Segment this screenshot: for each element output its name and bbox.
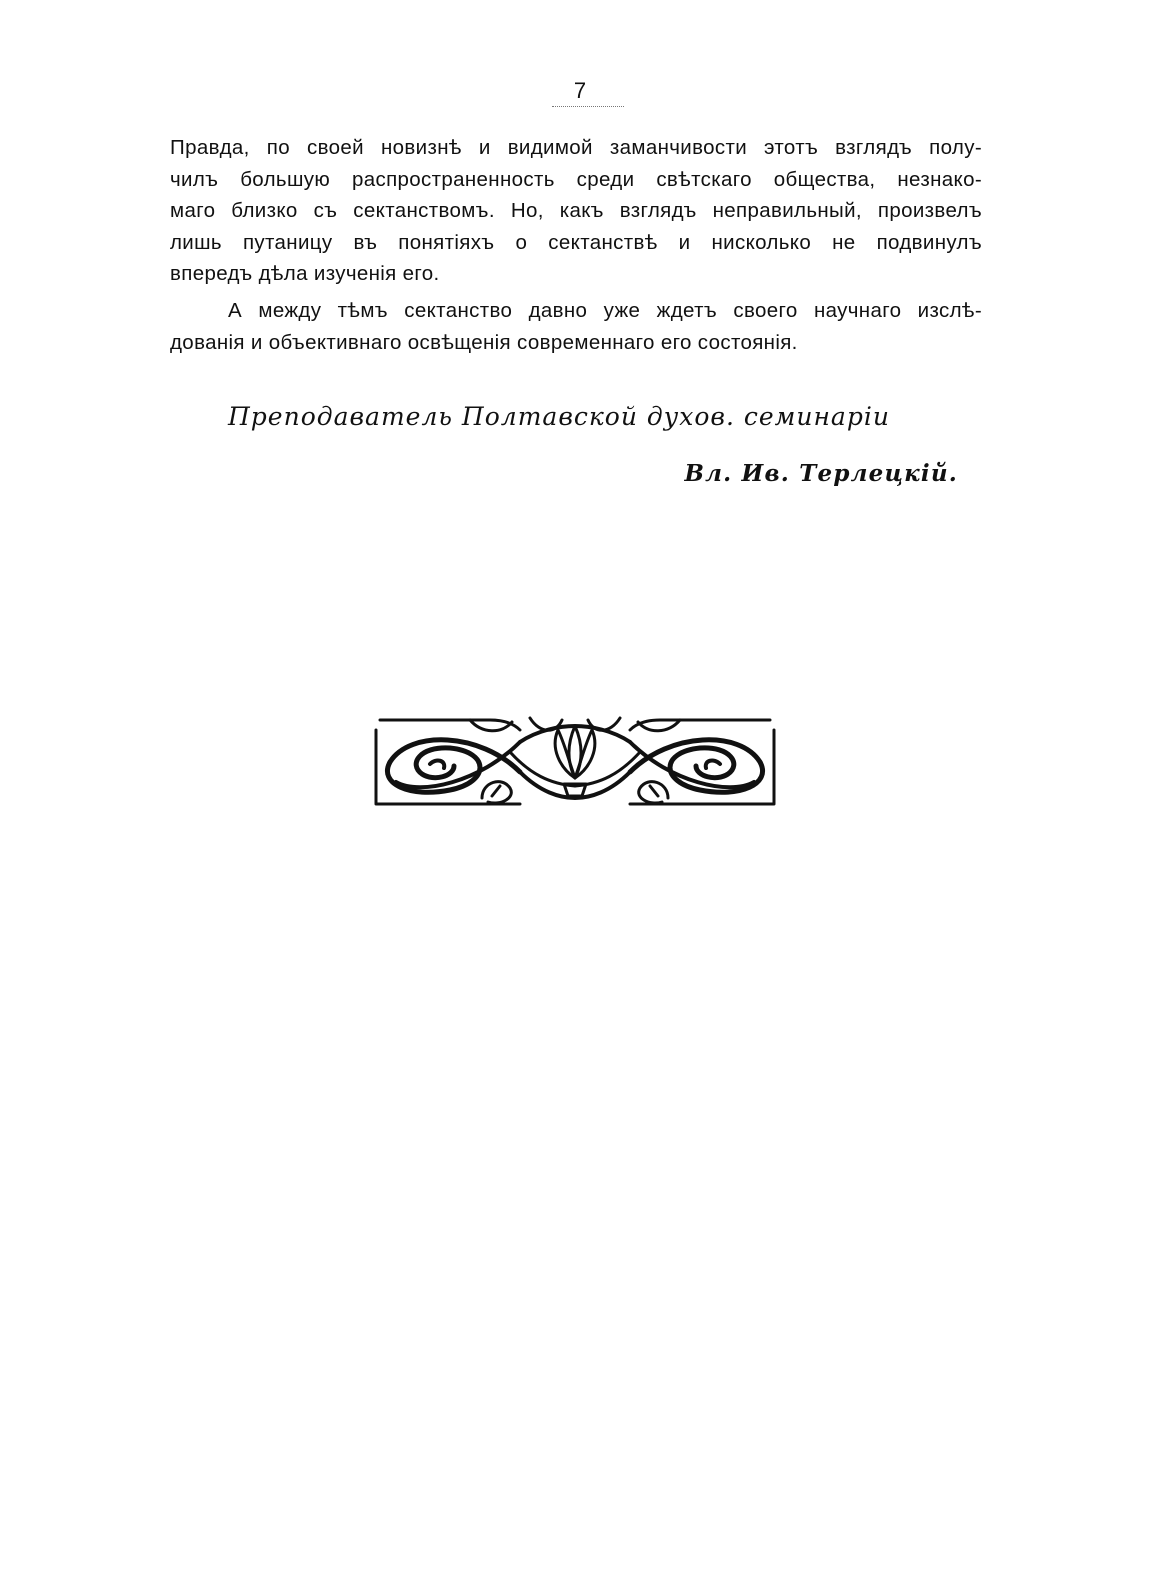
page-number-rule <box>552 106 624 107</box>
celtic-knot-vignette-icon <box>370 712 780 810</box>
paragraph-1-line-5: впередъ дѣла изученія его. <box>170 262 440 286</box>
page-number: 7 <box>573 78 587 103</box>
paragraph-2-line-2: дованія и объективнаго освѣщенія современнаго его состоянія. <box>170 330 798 354</box>
signature-title: Преподаватель Полтавской духов. семинаріи <box>228 402 890 431</box>
paragraph-1-line-4: лишь путаницу въ понятіяхъ о сектанствѣ и нисколько не подвинулъ <box>170 230 982 254</box>
paragraph-2-line-1: А между тѣмъ сектанство давно уже ждетъ своего научнаго изслѣ- <box>228 298 982 322</box>
body-text <box>170 132 982 358</box>
paragraph-1-line-3: маго близко съ сектанствомъ. Но, какъ взглядъ неправильный, произвелъ <box>170 199 982 223</box>
signature-name: Вл. Ив. Терлецкій. <box>684 460 958 487</box>
paragraph-1-line-1: Правда, по своей новизнѣ и видимой заманчивости этотъ взглядъ полу- <box>170 136 982 159</box>
paragraph-1-line-2: чилъ большую распространенность среди свѣтскаго общества, незнако- <box>170 167 982 191</box>
